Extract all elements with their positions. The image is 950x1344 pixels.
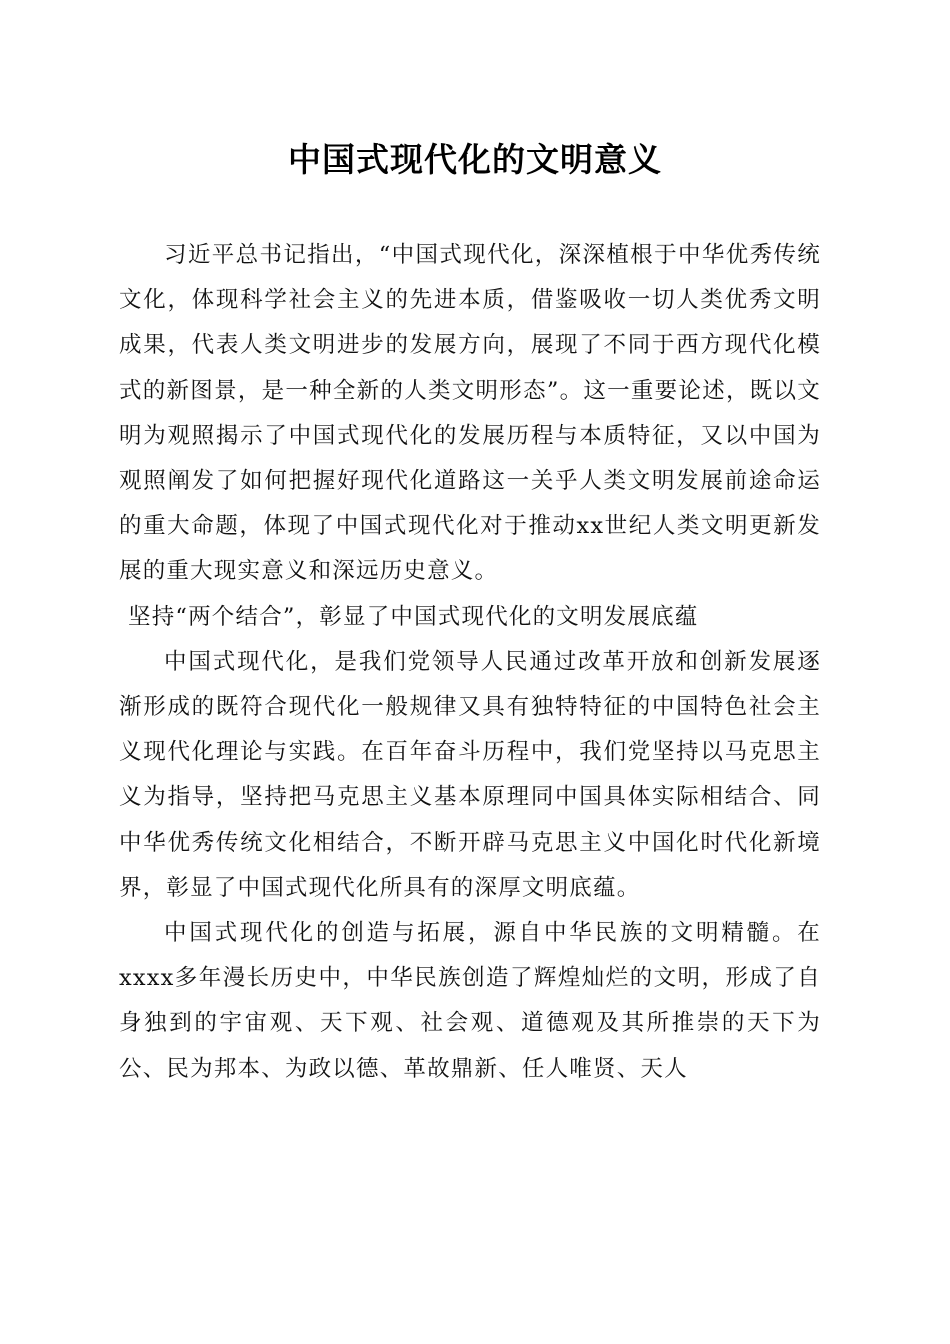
paragraph-modernization: 中国式现代化，是我们党领导人民通过改革开放和创新发展逐渐形成的既符合现代化一般规律又具有独特特征的中国特色社会主义现代化理论与实践。在百年奋斗历程中，我们党坚持以马克思主义为指导，坚持把马克思主义基本原理同中国具体实际相结合、同中华优秀传统文化相结合，不断开辟马克思主义中国化时代化新境界，彰显了中国式现代化所具有的深厚文明底蕴。 xyxy=(119,648,821,901)
paragraph-civilization: 中国式现代化的创造与拓展，源自中华民族的文明精髓。在xxxx多年漫长历史中，中华民族创造了辉煌灿烂的文明，形成了自身独到的宇宙观、天下观、社会观、道德观及其所推崇的天下为公、民为邦本、为政以德、革故鼎新、任人唯贤、天人 xyxy=(119,920,821,1082)
paragraph-intro: 习近平总书记指出，“中国式现代化，深深植根于中华优秀传统文化，体现科学社会主义的先进本质，借鉴吸收一切人类优秀文明成果，代表人类文明进步的发展方向，展现了不同于西方现代化模式的新图景，是一种全新的人类文明形态”。这一重要论述，既以文明为观照揭示了中国式现代化的发展历程与本质特征，又以中国为观照阐发了如何把握好现代化道路这一关乎人类文明发展前途命运的重大命题，体现了中国式现代化对于推动xx世纪人类文明更新发展的重大现实意义和深远历史意义。 xyxy=(119,242,821,585)
document-body xyxy=(119,233,821,1092)
section-heading: 坚持“两个结合”，彰显了中国式现代化的文明发展底蕴 xyxy=(128,603,699,630)
document-title: 中国式现代化的文明意义 xyxy=(288,140,662,179)
